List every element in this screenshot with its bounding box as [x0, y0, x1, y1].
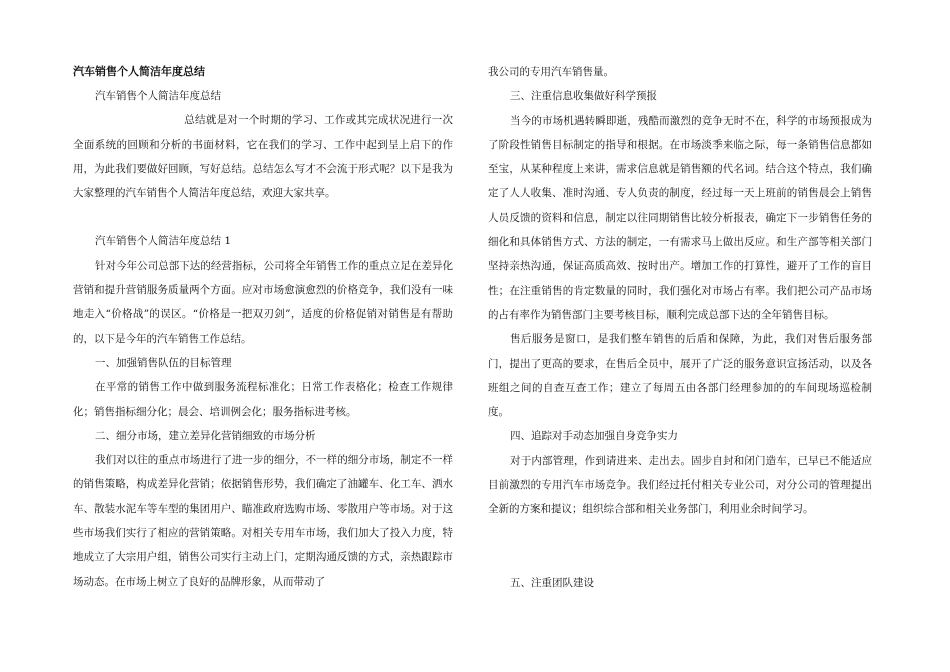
- paragraph: 我们对以往的重点市场进行了进一步的细分，不一样的细分市场，制定不一样的销售策略，构成差异化营销；依据销售形势，我们确定了油罐车、化工车、洒水车、散装水泥车等车型的集团用户、瞄准政府选购市场、零散用户等市场。对于这些市场我们实行了相应的营销策略。对相关专用车市场，我们加大了投入力度，特地成立了大宗用户组，销售公司实行主动上门，定期沟通反馈的方式，亲热跟踪市场动态。在市场上树立了良好的品牌形象，从而带动了: [73, 454, 453, 588]
- paragraph: 当今的市场机遇转瞬即逝，残酷而激烈的竞争无时不在，科学的市场预报成为了阶段性销售目标制定的指导和根据。在市场淡季来临之际，每一条销售信息都如至宝，从某种程度上来讲，需求信息就是销售额的代名词。结合这个特点，我们确定了人人收集、准时沟通、专人负责的制度，经过每一天上班前的销售晨会上销售人员反馈的资料和信息，制定以往同期销售比较分析报表，确定下一步销售任务的细化和具体销售方式、方法的制定，一有需求马上做出反应。和生产部等相关部门坚持亲热沟通，保证高质高效、按时出产。增加工作的打算性，避开了工作的盲目性；在注重销售的肯定数量的同时，我们强化对市场占有率。我们把公司产品市场的占有率作为销售部门主要考核目标，顺利完成总部下达的全年销售目标。: [488, 114, 872, 321]
- document-title: 汽车销售个人简洁年度总结: [73, 65, 205, 78]
- paragraph: 我公司的专用汽车销售量。: [488, 66, 614, 78]
- paragraph: 售后服务是窗口，是我们整车销售的后盾和保障，为此，我们对售后服务部门，提出了更高的要求，在售后全员中，展开了广泛的服务意识宣扬活动，以及各班组之间的自查互查工作；建立了每周五由各部门经理参加的的车间现场巡检制度。: [488, 333, 872, 419]
- paragraph-spacer: [488, 522, 872, 571]
- paragraph: 三、注重信息收集做好科学预报: [510, 90, 658, 103]
- paragraph: 二、细分市场，建立差异化营销细致的市场分析: [95, 429, 316, 442]
- paragraph: 一、加强销售队伍的目标管理: [95, 356, 232, 369]
- paragraph: 总结就是对一个时期的学习、工作或其完成状况进行一次全面系统的回顾和分析的书面材料，它在我们的学习、工作中起到呈上启下的作用，为此我们要做好回顾，写好总结。总结怎么写才不会流于形式呢？以下是我为大家整理的汽车销售个人简洁年度总结，欢迎大家共享。: [73, 114, 453, 200]
- paragraph: 对于内部管理，作到请进来、走出去。固步自封和闭门造车，已早已不能适应目前激烈的专用汽车市场竞争。我们经过托付相关专业公司，对分公司的管理提出全新的方案和提议；组织综合部和相关业务部门，利用业余时间学习。: [488, 454, 872, 516]
- paragraph-spacer: [73, 205, 453, 229]
- paragraph: 汽车销售个人简洁年度总结 1: [95, 235, 232, 248]
- paragraph: 汽车销售个人简洁年度总结: [95, 90, 222, 102]
- paragraph: 针对今年公司总部下达的经营指标，公司将全年销售工作的重点立足在差异化营销和提升营销服务质量两个方面。应对市场愈演愈烈的价格竞争，我们没有一味地走入“价格战”的误区。“价格是一把双刃剑”，适度的价格促销对销售是有帮助的，以下是今年的汽车销售工作总结。: [73, 259, 453, 345]
- right-column: [488, 60, 872, 595]
- left-column-body: [73, 84, 453, 594]
- right-column-body: [488, 60, 872, 595]
- left-column: [73, 60, 453, 594]
- paragraph: 五、注重团队建设: [510, 576, 595, 589]
- paragraph: 四、追踪对手动态加强自身竞争实力: [510, 430, 679, 443]
- paragraph: 在平常的销售工作中做到服务流程标准化；日常工作表格化；检查工作规律化；销售指标细分化；晨会、培训例会化；服务指标进考核。: [73, 381, 453, 418]
